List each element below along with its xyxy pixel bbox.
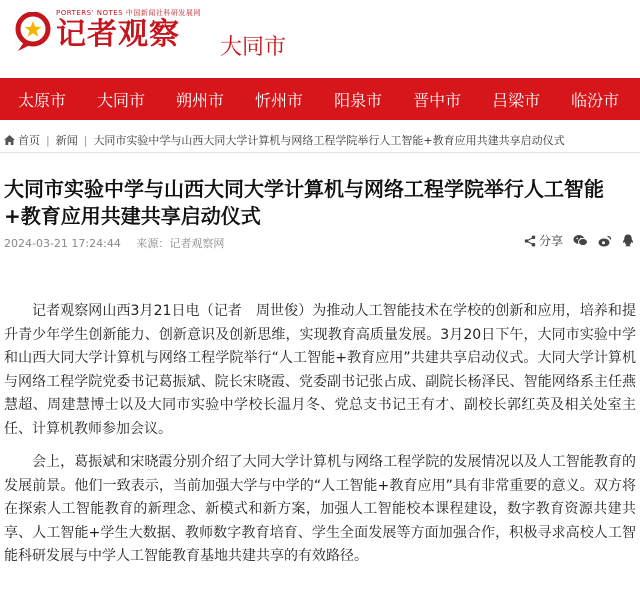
breadcrumb <box>4 132 636 148</box>
share-icon <box>524 235 536 247</box>
home-icon <box>4 135 15 145</box>
site-header <box>0 0 640 78</box>
share-button[interactable] <box>524 232 563 249</box>
city-nav-bar <box>0 78 640 120</box>
article-source: 来源：记者观察网 <box>136 237 225 250</box>
article-paragraph: 会上，葛振斌和宋晓霞分别介绍了大同大学计算机与网络工程学院的发展情况以及人工智能教育的发展前景。他们一致表示，当前加强大学与中学的“人工智能+教育应用”具有非常重要的意义。双方将在探索人工智能教育的新理念、新模式和新方案，加强人工智能校本课程建设，数字教育资源共建共享、人工智能+学生大数据、教师数字教育培育、学生全面发展等方面加强合作，积极寻求高校人工智能科研发展与中学人工智能教育基地共建共享的有效路径。 <box>4 454 636 564</box>
nav-item-taiyuan[interactable]: 太原市 <box>18 90 67 110</box>
article-paragraph: 记者观察网山西3月21日电（记者 周世俊）为推动人工智能技术在学校的创新和应用，培养和提升青少年学生创新能力、创新意识及创新思维，实现教育高质量发展。3月20日下午，大同市实验中学和山西大同大学计算机与网络工程学院举行“人工智能+教育应用”共建共享启动仪式。大同大学计算机与网络工程学院党委书记葛振斌、院长宋晓霞、党委副书记张占成、副院长杨泽民、智能网络系主任燕慧超、周建慧博士以及大同市实验中学校长温月冬、党总支书记王有才、副校长郭红英及相关处室主任、计算机教师参加会议。 <box>4 303 636 437</box>
nav-item-yangquan[interactable]: 阳泉市 <box>334 90 383 110</box>
article-title: 大同市实验中学与山西大同大学计算机与网络工程学院举行人工智能+教育应用共建共享启动仪式 <box>4 177 604 228</box>
breadcrumb-current: 大同市实验中学与山西大同大学计算机与网络工程学院举行人工智能+教育应用共建共享启动仪式 <box>93 134 565 147</box>
nav-item-jinzhong[interactable]: 晋中市 <box>413 90 462 110</box>
breadcrumb-separator: | <box>83 133 88 147</box>
wechat-share-icon[interactable] <box>573 234 588 247</box>
breadcrumb-home-link[interactable]: 首页 <box>18 134 40 147</box>
share-toolbar <box>514 232 634 249</box>
nav-item-shuozhou[interactable]: 朔州市 <box>176 90 225 110</box>
site-logo[interactable] <box>14 8 201 52</box>
breadcrumb-news-link[interactable]: 新闻 <box>55 134 78 147</box>
logo-subtitle: PORTERS' NOTES 中国新闻社科研发展网 <box>56 9 201 17</box>
article-meta <box>4 235 236 251</box>
logo-title: 记者观察 <box>56 17 180 52</box>
nav-item-lvliang[interactable]: 吕梁市 <box>492 90 541 110</box>
logo-emblem-icon <box>14 12 52 52</box>
share-label: 分享 <box>538 234 563 248</box>
city-label: 大同市 <box>220 35 287 60</box>
qq-share-icon[interactable] <box>622 234 634 247</box>
divider <box>0 152 640 153</box>
nav-item-datong[interactable]: 大同市 <box>97 90 146 110</box>
nav-item-xinzhou[interactable]: 忻州市 <box>255 90 304 110</box>
article-datetime: 2024-03-21 17:24:44 <box>4 237 121 250</box>
weibo-share-icon[interactable] <box>598 235 612 247</box>
breadcrumb-separator: | <box>46 133 50 147</box>
nav-item-linfen[interactable]: 临汾市 <box>571 90 620 110</box>
